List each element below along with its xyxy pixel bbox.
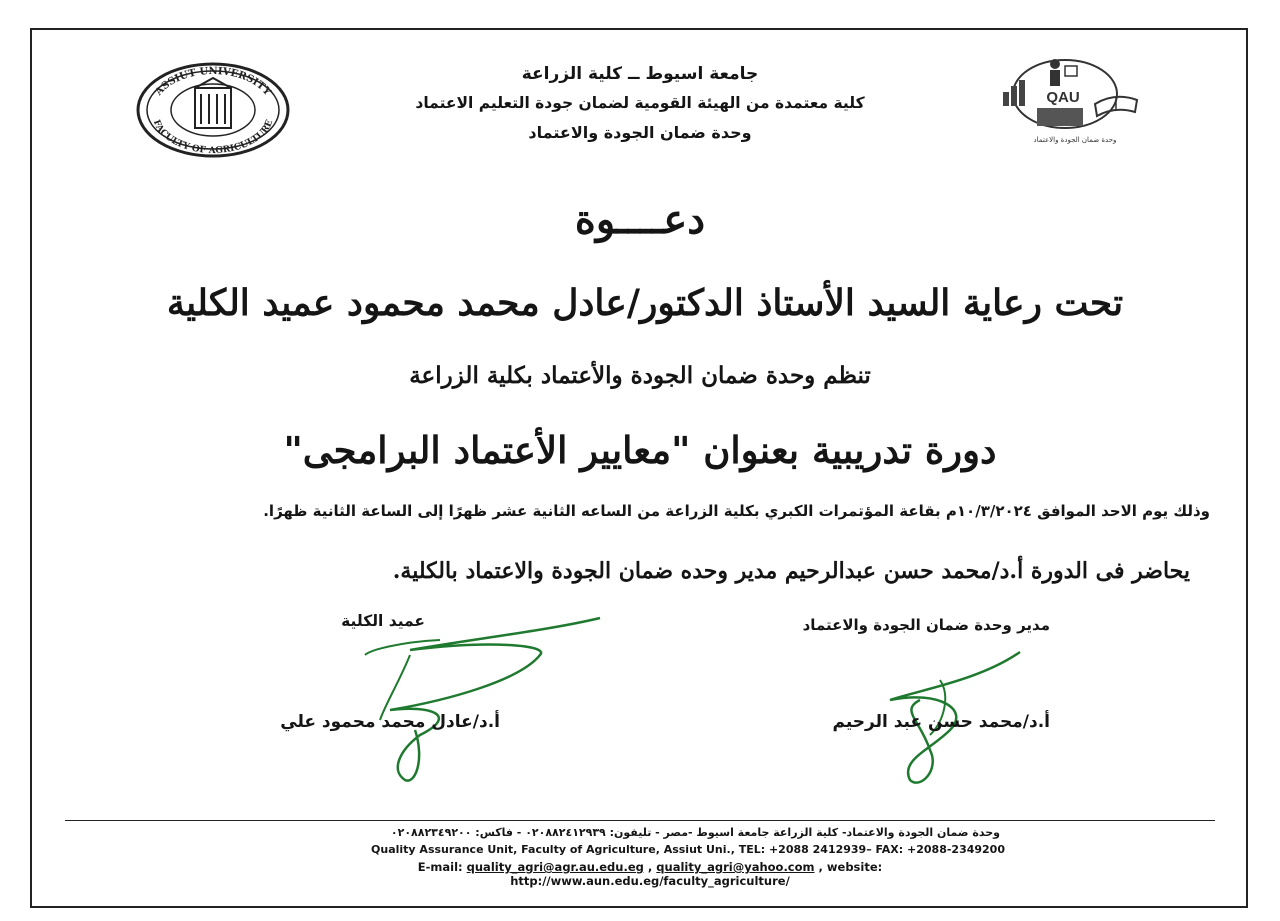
course-title: دورة تدريبية بعنوان "معايير الأعتماد البرامجى" — [283, 428, 997, 472]
svg-text:FACULTY OF AGRICULTURE — [151, 118, 275, 156]
qau-logo-caption: وحدة ضمان الجودة والاعتماد — [1033, 136, 1117, 144]
footer-email-website — [280, 860, 1020, 888]
signature-title-dean: عميد الكلية — [341, 612, 425, 630]
lecturer-line: يحاضر فى الدورة أ.د/محمد حسن عبدالرحيم مدير وحده ضمان الجودة والاعتماد بالكلية. — [392, 558, 1190, 584]
footer-separator: , — [643, 860, 657, 874]
signature-title-quality-director: مدير وحدة ضمان الجودة والاعتماد — [802, 616, 1050, 634]
qau-logo-text: QAU — [1046, 89, 1080, 106]
organizer-line: تنظم وحدة ضمان الجودة والأعتماد بكلية الزراعة — [409, 362, 871, 389]
footer-english-contact: Quality Assurance Unit, Faculty of Agriculture, Assiut Uni., TEL: +2088 2412939– FAX: +2088-2349200 — [371, 843, 1005, 856]
invitation-title: دعــــوة — [574, 196, 706, 243]
footer-arabic-contact: وحدة ضمان الجودة والاعتماد- كلية الزراعة جامعة اسيوط -مصر - تليفون: ٠٢٠٨٨٢٤١٢٩٣٩ - فاكس: ٠٢٠٨٨٢٣٤٩٢٠٠ — [390, 826, 1000, 839]
header-accreditation-line: كلية معتمدة من الهيئة القومية لضمان جودة التعليم الاعتماد — [415, 94, 865, 112]
footer-email-link-2[interactable]: quality_agri@yahoo.com — [656, 860, 815, 874]
footer-email-link-1[interactable]: quality_agri@agr.au.edu.eg — [466, 860, 644, 874]
signature-name-dean: أ.د/عادل محمد محمود علي — [280, 712, 500, 732]
signature-scribble-dean — [330, 610, 610, 785]
signature-name-quality-director: أ.د/محمد حسن عبد الرحيم — [832, 712, 1050, 732]
footer-email-label: E-mail: — [417, 860, 463, 874]
header-unit-line: وحدة ضمان الجودة والاعتماد — [528, 123, 752, 142]
event-details: وذلك يوم الاحد الموافق ١٠/٣/٢٠٢٤م بقاعة المؤتمرات الكبري بكلية الزراعة من الساعه الثانية عشر ظهرًا إلى الساعة الثانية ظهرًا. — [263, 502, 1210, 520]
qau-logo-icon — [995, 52, 1155, 152]
seal-text-top: ASSIUT UNIVERSITY — [153, 65, 273, 98]
footer-divider — [65, 820, 1215, 821]
patron-line: تحت رعاية السيد الأستاذ الدكتور/عادل محمد محمود عميد الكلية — [166, 282, 1124, 324]
seal-text-bottom: FACULTY OF AGRICULTURE — [150, 118, 276, 157]
footer-website[interactable]: , website: http://www.aun.edu.eg/faculty_agriculture/ — [510, 860, 883, 888]
header-university-line: جامعة اسيوط ــ كلية الزراعة — [521, 64, 759, 84]
university-seal-icon — [133, 60, 293, 160]
